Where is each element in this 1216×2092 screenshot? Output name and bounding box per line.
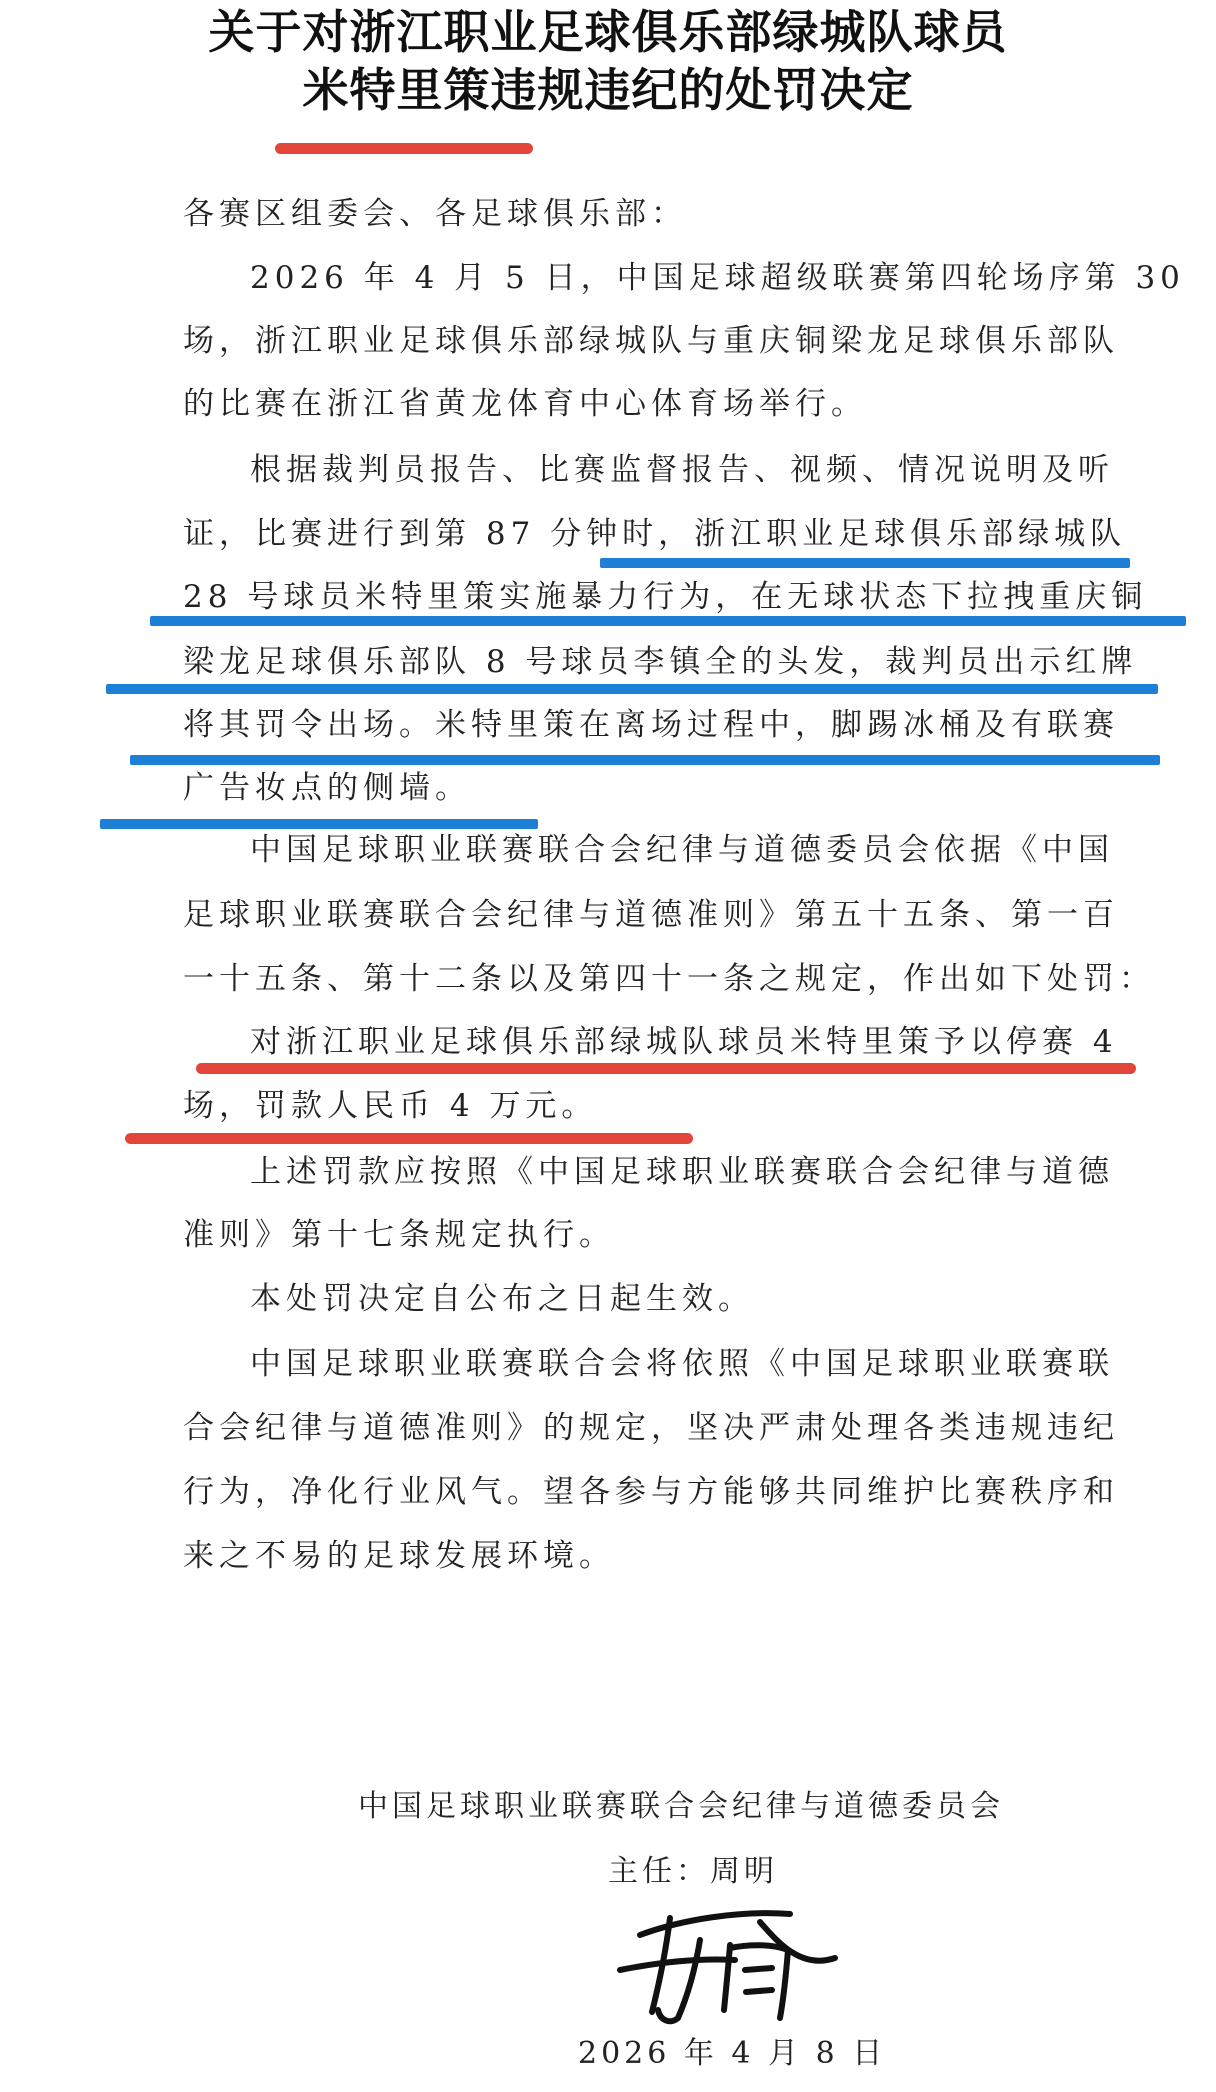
- blue-highlight-mark: [130, 755, 1160, 765]
- body-line: 场，浙江职业足球俱乐部绿城队与重庆铜梁龙足球俱乐部队: [183, 323, 1119, 359]
- body-line: 行为，净化行业风气。望各参与方能够共同维护比赛秩序和: [183, 1474, 1119, 1510]
- body-line: 28 号球员米特里策实施暴力行为，在无球状态下拉拽重庆铜: [183, 579, 1148, 615]
- body-line: 一十五条、第十二条以及第四十一条之规定，作出如下处罚：: [183, 961, 1155, 997]
- body-line: 的比赛在浙江省黄龙体育中心体育场举行。: [183, 386, 867, 422]
- body-line: 证，比赛进行到第 87 分钟时，浙江职业足球俱乐部绿城队: [183, 516, 1127, 552]
- document-title-line-2: 米特里策违规违纪的处罚决定: [302, 63, 914, 117]
- body-line: 来之不易的足球发展环境。: [183, 1538, 615, 1574]
- salutation: 各赛区组委会、各足球俱乐部：: [183, 196, 687, 232]
- body-line: 足球职业联赛联合会纪律与道德准则》第五十五条、第一百: [183, 897, 1119, 933]
- body-line: 准则》第十七条规定执行。: [183, 1217, 615, 1253]
- body-line: 上述罚款应按照《中国足球职业联赛联合会纪律与道德: [250, 1154, 1114, 1190]
- blue-highlight-mark: [150, 616, 1186, 626]
- document-date: 2026 年 4 月 8 日: [578, 2036, 887, 2071]
- title-red-underline: [275, 143, 533, 154]
- issuer-name: 中国足球职业联赛联合会纪律与道德委员会: [358, 1789, 1004, 1824]
- handwritten-signature: [600, 1900, 860, 2030]
- body-line: 将其罚令出场。米特里策在离场过程中，脚踢冰桶及有联赛: [183, 707, 1119, 743]
- body-line: 中国足球职业联赛联合会将依照《中国足球职业联赛联: [250, 1346, 1114, 1382]
- body-line: 梁龙足球俱乐部队 8 号球员李镇全的头发，裁判员出示红牌: [183, 644, 1138, 680]
- penalty-line: 场，罚款人民币 4 万元。: [183, 1088, 598, 1124]
- body-line: 中国足球职业联赛联合会纪律与道德委员会依据《中国: [250, 832, 1114, 868]
- red-highlight-mark: [125, 1133, 693, 1144]
- body-line: 合会纪律与道德准则》的规定，坚决严肃处理各类违规违纪: [183, 1410, 1119, 1446]
- body-line: 广告妆点的侧墙。: [183, 770, 471, 806]
- penalty-line: 对浙江职业足球俱乐部绿城队球员米特里策予以停赛 4: [250, 1024, 1118, 1060]
- document-title-line-1: 关于对浙江职业足球俱乐部绿城队球员: [208, 5, 1008, 59]
- body-line: 根据裁判员报告、比赛监督报告、视频、情况说明及听: [250, 452, 1114, 488]
- blue-highlight-mark: [600, 558, 1130, 568]
- blue-highlight-mark: [106, 684, 1158, 694]
- director-line: 主任：周明: [608, 1854, 778, 1889]
- red-highlight-mark: [196, 1063, 1136, 1074]
- body-line: 本处罚决定自公布之日起生效。: [250, 1281, 754, 1317]
- body-line: 2026 年 4 月 5 日，中国足球超级联赛第四轮场序第 30: [250, 260, 1185, 296]
